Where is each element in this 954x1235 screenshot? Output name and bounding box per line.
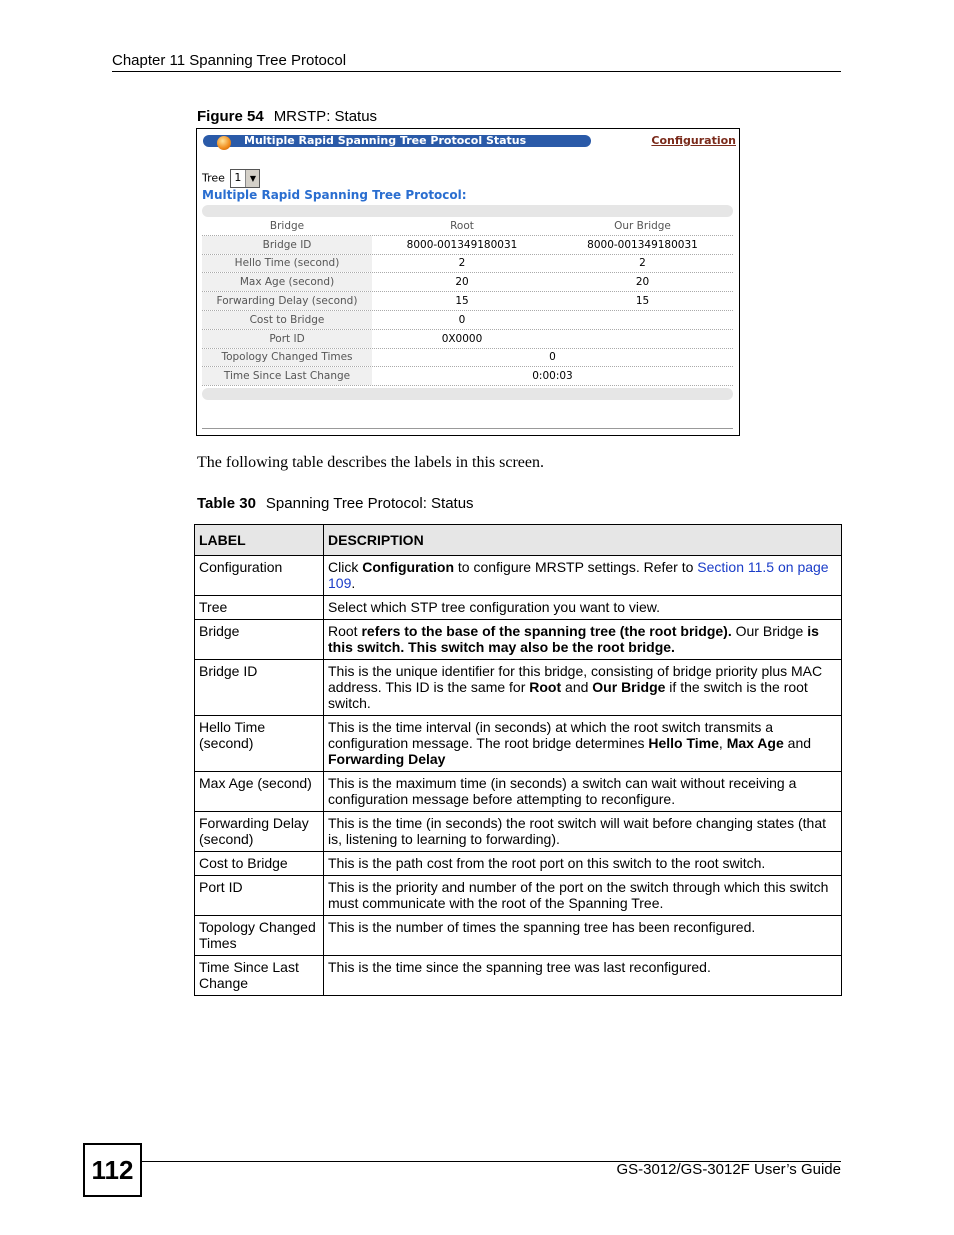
stp-our-bridge-value: 8000-001349180031	[587, 238, 698, 251]
row-description: This is the maximum time (in seconds) a switch can wait without receiving a configuration message before attempting to reconfigure.	[324, 772, 842, 812]
configuration-link[interactable]: Configuration	[651, 134, 736, 147]
stp-row-label: Time Since Last Change	[202, 367, 372, 385]
stp-root-value: 2	[458, 257, 466, 270]
row-description	[324, 660, 842, 716]
table-row	[195, 772, 842, 812]
stp-row-label: Max Age (second)	[202, 273, 372, 291]
bold-term: is this switch. This switch may also be the root bridge.	[328, 623, 819, 655]
row-description: This is the path cost from the root port on this switch to the root switch.	[324, 852, 842, 876]
screen-title-bar	[203, 135, 591, 147]
row-label: Hello Time (second)	[195, 716, 324, 772]
row-label: Time Since Last Change	[195, 956, 324, 996]
row-label: Configuration	[195, 556, 324, 596]
text-segment: and	[561, 679, 593, 695]
text-segment: This is the unique identifier for this bridge, consisting of bridge priority plus MAC address. This ID is the same for	[328, 663, 823, 695]
stp-row-value: 0	[549, 351, 556, 364]
bold-term: Hello Time	[648, 735, 719, 751]
row-label: Tree	[195, 596, 324, 620]
table-row	[195, 556, 842, 596]
row-label: Bridge ID	[195, 660, 324, 716]
stp-row-label: Port ID	[202, 330, 372, 348]
col-bridge: Bridge	[269, 219, 305, 232]
stp-row	[202, 255, 733, 274]
table-title: Spanning Tree Protocol: Status	[265, 495, 474, 512]
row-label: Bridge	[195, 620, 324, 660]
chevron-down-icon[interactable]: ▼	[245, 170, 259, 187]
stp-row-label: Cost to Bridge	[202, 311, 372, 329]
tree-select[interactable]	[230, 169, 260, 188]
stp-row-label: Forwarding Delay (second)	[202, 292, 372, 310]
stp-row	[202, 236, 733, 255]
stp-header-row	[202, 217, 733, 236]
stp-row	[202, 367, 733, 386]
row-description: This is the number of times the spanning tree has been reconfigured.	[324, 916, 842, 956]
mrstp-status-screen	[196, 128, 740, 436]
table-row	[195, 956, 842, 996]
table-row	[195, 716, 842, 772]
text-segment: Click	[328, 559, 363, 575]
stp-row	[202, 311, 733, 330]
stp-root-value: 20	[455, 276, 469, 289]
figure-number: Figure 54	[197, 108, 264, 125]
table-row	[195, 596, 842, 620]
row-label: Forwarding Delay (second)	[195, 812, 324, 852]
text-segment: ,	[718, 735, 727, 751]
bold-term: Max Age	[726, 735, 784, 751]
figure-title: MRSTP: Status	[273, 108, 378, 125]
stp-row	[202, 349, 733, 368]
stp-row-value: 0:00:03	[532, 370, 573, 383]
table-row	[195, 812, 842, 852]
stp-row	[202, 273, 733, 292]
stp-our-bridge-value: 15	[635, 295, 650, 308]
col-root: Root	[450, 219, 474, 232]
row-label: Cost to Bridge	[195, 852, 324, 876]
row-description	[324, 556, 842, 596]
stp-row	[202, 292, 733, 311]
table-caption	[197, 495, 474, 512]
text-segment: .	[351, 575, 356, 591]
table-row	[195, 620, 842, 660]
header-divider	[112, 71, 841, 72]
row-description: This is the time (in seconds) the root switch will wait before changing states (that is, listening to learning to forwarding).	[324, 812, 842, 852]
bold-term: Forwarding Delay	[328, 751, 446, 767]
guide-title: GS-3012/GS-3012F User’s Guide	[616, 1161, 841, 1178]
row-description	[324, 620, 842, 660]
row-label: Topology Changed Times	[195, 916, 324, 956]
row-description: This is the priority and number of the port on the switch through which this switch must communicate with the root of the Spanning Tree.	[324, 876, 842, 916]
section-title: Multiple Rapid Spanning Tree Protocol:	[202, 188, 467, 202]
text-segment: to configure MRSTP settings. Refer to	[454, 559, 698, 575]
table-row	[195, 876, 842, 916]
table-number: Table 30	[197, 495, 256, 512]
text-segment: Root	[328, 623, 358, 639]
table-row	[195, 852, 842, 876]
stp-root-value: 0X0000	[441, 332, 483, 345]
stp-our-bridge-value: 20	[635, 276, 650, 289]
stp-root-value: 15	[455, 295, 469, 308]
screen-divider	[202, 428, 733, 429]
table-row	[195, 916, 842, 956]
header-label: LABEL	[195, 525, 324, 556]
stp-root-value: 0	[458, 313, 466, 326]
page-number: 112	[83, 1143, 142, 1197]
orb-icon	[217, 136, 231, 150]
section-link[interactable]: Section 11.5 on page 109	[328, 559, 829, 591]
intro-text: The following table describes the labels in this screen.	[197, 454, 545, 471]
stp-row	[202, 330, 733, 349]
figure-caption	[197, 108, 377, 125]
row-description: Select which STP tree configuration you want to view.	[324, 596, 842, 620]
stp-root-value: 8000-001349180031	[406, 238, 518, 251]
screen-title: Multiple Rapid Spanning Tree Protocol Status	[244, 134, 527, 147]
tree-selector-row	[202, 169, 260, 188]
row-description: This is the time since the spanning tree was last reconfigured.	[324, 956, 842, 996]
bold-term: Configuration	[362, 559, 454, 575]
stp-row-label: Topology Changed Times	[202, 349, 372, 367]
tree-label: Tree	[202, 171, 225, 185]
text-segment: This is the time interval (in seconds) at which the root switch transmits a configuration message. The root bridge determines	[328, 719, 774, 751]
row-label: Max Age (second)	[195, 772, 324, 812]
stp-row-label: Hello Time (second)	[202, 255, 372, 273]
stp-our-bridge-value: 2	[639, 257, 646, 270]
row-description	[324, 716, 842, 772]
header-description: DESCRIPTION	[324, 525, 842, 556]
col-our-bridge: Our Bridge	[614, 219, 671, 232]
table-top-bar	[202, 205, 733, 217]
row-label: Port ID	[195, 876, 324, 916]
label-description-table	[194, 524, 842, 996]
bold-term: refers to the base of the spanning tree (the root bridge).	[357, 623, 736, 639]
tree-select-value: 1	[234, 171, 242, 184]
bold-term: Our Bridge	[592, 679, 666, 695]
text-segment: and	[783, 735, 812, 751]
text-segment: Our Bridge	[735, 623, 804, 639]
stp-row-label: Bridge ID	[202, 236, 372, 254]
stp-status-table	[202, 205, 733, 400]
chapter-header: Chapter 11 Spanning Tree Protocol	[112, 52, 347, 69]
text-segment: if the switch is the root switch.	[328, 679, 808, 711]
bold-term: Root	[529, 679, 562, 695]
table-row	[195, 660, 842, 716]
table-header-row	[195, 525, 842, 556]
table-bottom-bar	[202, 388, 733, 400]
